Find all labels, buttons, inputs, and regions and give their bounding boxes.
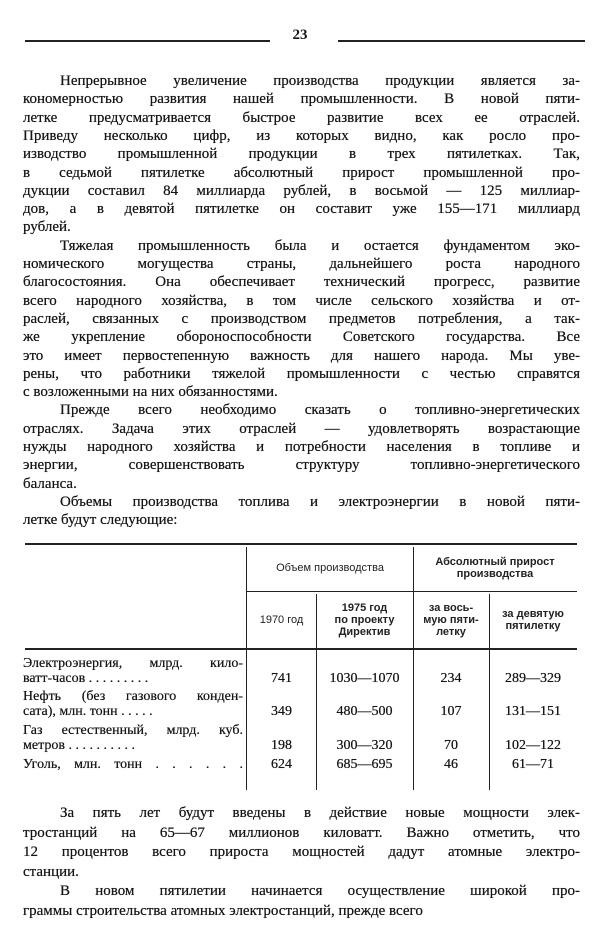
- table-cell: 300—320: [336, 738, 393, 753]
- text-line: станции.: [23, 863, 79, 880]
- column-header: летку: [436, 626, 466, 638]
- table-cell: 741: [271, 671, 292, 686]
- text-line: рублей.: [23, 219, 71, 236]
- table-cell: 70: [444, 738, 458, 753]
- table-cell: 234: [440, 671, 462, 686]
- text-line: отраслях. Задача этих отраслей — удовлетворять возрастающие: [23, 420, 580, 437]
- group-header-volume: Объем производства: [276, 562, 384, 574]
- text-line: изводство промышленной продукции в трех пятилетках. Так,: [23, 146, 580, 163]
- text-line: дов, а в девятой пятилетке он составит уже 155—171 миллиард: [23, 201, 580, 218]
- row-label: Уголь, млн. тонн . . . . . .: [23, 757, 243, 772]
- text-line: В новом пятилетии начинается осуществление широкой про-: [60, 883, 580, 899]
- text-line: нужды народного хозяйства и потребности населения в топливе и: [23, 439, 580, 455]
- column-header: 1975 год: [341, 602, 388, 614]
- text-line: кономерностью развития нашей промышленности. В новой пяти-: [23, 91, 580, 108]
- text-line: летке будут следующие:: [23, 512, 178, 529]
- table-cell: 685—695: [336, 757, 393, 772]
- column-header: по проекту: [334, 614, 395, 626]
- text-line: с возложенными на них обязанностями.: [23, 384, 278, 401]
- table-cell: 102—122: [505, 738, 561, 753]
- text-line: Объемы производства топлива и электроэнергии в новой пяти-: [60, 493, 580, 510]
- row-label: сата), млн. тонн . . . . .: [23, 704, 153, 719]
- text-line: баланса.: [23, 475, 77, 492]
- table-cell: 480—500: [336, 704, 393, 719]
- column-header: мую пяти-: [423, 614, 479, 626]
- table-group-rule: [247, 591, 577, 592]
- column-header: за девятую: [502, 608, 564, 620]
- text-line: 12 процентов всего прироста мощностей дадут атомные электро-: [23, 844, 580, 860]
- table-cell: 624: [271, 757, 292, 772]
- table-cell: 46: [444, 757, 458, 772]
- table-cell: 107: [440, 704, 462, 719]
- table-cell: 198: [271, 738, 292, 753]
- table-cell: 1030—1070: [329, 671, 400, 686]
- column-divider: [246, 547, 247, 790]
- text-line: граммы строительства атомных электростанций, прежде всего: [23, 902, 423, 919]
- text-line: рены, что работники тяжелой промышленности с честью справятся: [23, 365, 580, 382]
- table-cell: 289—329: [505, 671, 561, 686]
- text-line: Тяжелая промышленность была и остается фундаментом эко-: [60, 237, 580, 254]
- group-header-growth: Абсолютный прирост производства: [435, 556, 555, 580]
- text-line: благосостояния. Она обеспечивает технический прогресс, развитие: [23, 274, 580, 291]
- row-label: Нефть (без газового конден-: [23, 689, 243, 704]
- text-line: раслей, связанных с производством предметов потребления, а так-: [23, 310, 580, 327]
- text-line: Непрерывное увеличение производства продукции является за-: [60, 73, 580, 89]
- table-cell: 349: [271, 704, 292, 719]
- text-line: летке предусматривается быстрое развитие всех ее отраслей.: [23, 109, 580, 126]
- column-header: пятилетку: [505, 620, 561, 632]
- header-rule-right: [338, 40, 585, 42]
- text-line: тростанций на 65—67 миллионов киловатт. Важно отметить, что: [23, 824, 580, 841]
- text-line: в седьмой пятилетке абсолютный прирост промышленной про-: [23, 164, 580, 181]
- column-header: Директив: [338, 626, 391, 638]
- column-divider: [413, 547, 414, 790]
- table-cell: 61—71: [512, 757, 554, 772]
- table-cell: 131—151: [505, 704, 561, 719]
- column-header: за вось-: [428, 602, 474, 614]
- table-top-rule: [25, 543, 577, 545]
- row-label: Газ естественный, млрд. куб.: [23, 723, 243, 738]
- text-line: это имеет первостепенную важность для нашего народа. Мы уве-: [23, 347, 580, 364]
- text-line: же укрепление обороноспособности Советского государства. Все: [23, 329, 580, 346]
- row-label: ватт-часов . . . . . . . . .: [23, 671, 149, 686]
- column-header: 1970 год: [259, 614, 304, 626]
- text-line: энергии, совершенствовать структуру топливно-энергетического: [23, 457, 580, 474]
- row-label: Электроэнергия, млрд. кило-: [23, 656, 243, 671]
- text-line: За пять лет будут введены в действие новые мощности элек-: [60, 805, 580, 821]
- text-line: Прежде всего необходимо сказать о топливно-энергетических: [60, 402, 580, 419]
- row-label: метров . . . . . . . . . .: [23, 738, 135, 753]
- table-header-bottom-rule: [25, 648, 577, 650]
- text-line: Приведу несколько цифр, из которых видно, как росло про-: [23, 127, 580, 144]
- text-line: дукции составил 84 миллиарда рублей, в восьмой — 125 миллиар-: [23, 182, 580, 199]
- text-line: номического могущества страны, дальнейшего роста народного: [23, 256, 580, 272]
- page-number: 23: [292, 27, 308, 43]
- text-line: всего народного хозяйства, в том числе сельского хозяйства и от-: [23, 292, 580, 309]
